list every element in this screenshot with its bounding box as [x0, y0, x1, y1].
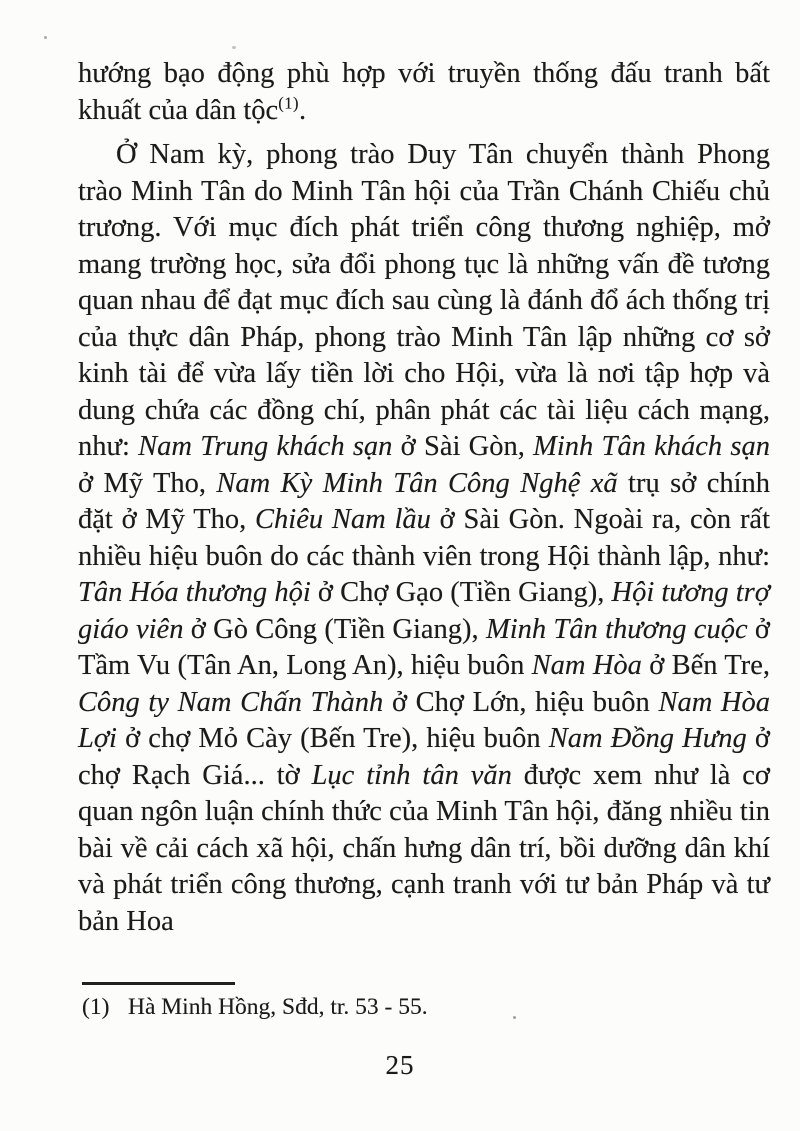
body-text — [78, 56, 770, 940]
text-run: ở Tầm Vu (Tân An, Long An), hiệu buôn — [78, 613, 770, 681]
text-run: ở Bến Tre, — [641, 650, 770, 681]
footnote-text: Hà Minh Hồng, Sđd, tr. 53 - 55. — [128, 994, 428, 1020]
footnote-separator-rule — [82, 982, 235, 985]
footnote-marker: (1) — [82, 994, 110, 1020]
italic-proper-noun: Nam Hòa — [531, 650, 642, 681]
italic-proper-noun: Minh Tân khách sạn — [533, 431, 770, 462]
text-run: ở Gò Công (Tiền Giang), — [183, 613, 486, 645]
italic-proper-noun: Hội tương trợ giáo viên — [78, 577, 770, 645]
paragraph-continuation — [78, 56, 770, 129]
text-run: ở Sài Gòn, — [392, 431, 534, 462]
text-run: trụ sở chính đặt ở Mỹ Tho, — [78, 467, 771, 535]
text-run: . — [298, 94, 307, 126]
text-run: ở chợ Mỏ Cày (Bến Tre), hiệu buôn — [116, 723, 549, 754]
italic-proper-noun: Lục tỉnh tân văn — [311, 759, 512, 791]
text-run: được xem như là cơ quan ngôn luận chính thức của Minh Tân hội, đăng nhiều tin bài về cải cách xã hội, chấn hưng dân trí, bồi dưỡng dân khí và phát triển công thương, cạnh tranh với tư bản Pháp và tư bản Hoa — [78, 759, 770, 937]
text-run: ở Sài Gòn. Ngoài ra, còn rất nhiều hiệu buôn do các thành viên trong Hội thành lập, như: — [78, 504, 771, 572]
italic-proper-noun: Chiêu Nam lầu — [255, 504, 431, 535]
text-run: ở Chợ Gạo (Tiền Giang), — [310, 577, 612, 608]
scan-speck — [44, 36, 47, 39]
italic-proper-noun: Nam Trung khách sạn — [138, 431, 393, 462]
footnote-ref-superscript: (1) — [278, 93, 299, 112]
text-run: Ở Nam kỳ, phong trào Duy Tân chuyển thành Phong trào Minh Tân do Minh Tân hội của Trần Chánh Chiếu chủ trương. Với mục đích phát triển công thương nghiệp, mở mang trường học, sửa đổi phong tục là những vấn đề tương quan nhau để đạt mục đích sau cùng là đánh đổ ách thống trị của thực dân Pháp, phong trào Minh Tân lập những cơ sở kinh tài để vừa lấy tiền lời cho Hội, vừa là nơi tập hợp và dung chứa các đồng chí, phân phát các tài liệu cách mạng, như: — [78, 139, 770, 462]
paragraph-nam-ky-minh-tan — [78, 137, 770, 940]
footnote — [82, 992, 772, 1022]
italic-proper-noun: Minh Tân thương cuộc — [485, 613, 748, 645]
italic-proper-noun: Nam Kỳ Minh Tân Công Nghệ xã — [216, 467, 618, 499]
text-run: ở Mỹ Tho, — [78, 467, 217, 499]
text-run: ở Chợ Lớn, hiệu buôn — [383, 686, 659, 718]
italic-proper-noun: Công ty Nam Chấn Thành — [78, 686, 384, 718]
scan-speck — [232, 46, 236, 49]
text-run: ở chợ Rạch Giá... tờ — [78, 723, 770, 791]
italic-proper-noun: Tân Hóa thương hội — [78, 577, 311, 608]
footnote-area — [82, 982, 772, 1022]
page-number: 25 — [385, 1050, 415, 1080]
italic-proper-noun: Nam Đồng Hưng — [548, 723, 747, 754]
italic-proper-noun: Nam Hòa Lợi — [78, 686, 770, 754]
text-run: hướng bạo động phù hợp với truyền thống đấu tranh bất khuất của dân tộc — [78, 58, 770, 126]
